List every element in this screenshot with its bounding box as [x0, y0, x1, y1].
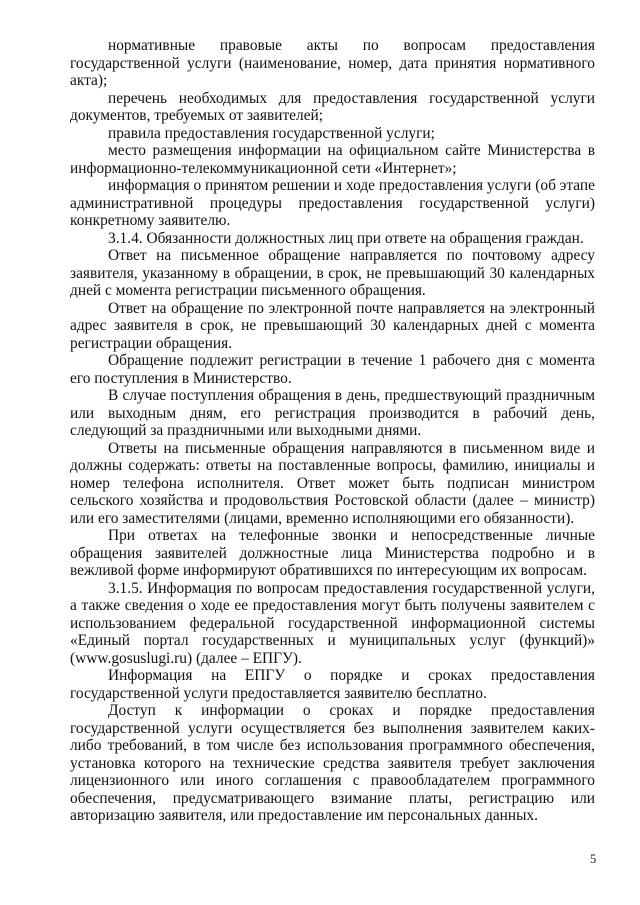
paragraph-reply-contents: Ответы на письменные обращения направляются в письменном виде и должны содержать: ответы на поставленные вопросы, фамилию, инициалы и номер телефона исполнителя. Ответ может быть подписан министром сельского хозяйства и продовольствия Ростовской области (далее – министр) или его заместителями (лицами, временно исполняющими его обязанности). [70, 439, 595, 527]
paragraph-holiday-registration: В случае поступления обращения в день, предшествующий праздничным или выходным дням, его регистрация производится в рабочий день, следующий за праздничными или выходными днями. [70, 387, 595, 439]
paragraph-documents-list: перечень необходимых для предоставления государственной услуги документов, требуемых от заявителей; [70, 89, 595, 124]
paragraph-website-info: место размещения информации на официальном сайте Министерства в информационно-телекоммуникационной сети «Интернет»; [70, 142, 595, 177]
paragraph-phone-calls: При ответах на телефонные звонки и непосредственные личные обращения заявителей должностные лица Министерства подробно и в вежливой форме информируют обратившихся по интересующим их вопросам. [70, 527, 595, 579]
paragraph-decision-info: информация о принятом решении и ходе предоставления услуги (об этапе административной процедуры предоставления государственной услуги) конкретному заявителю. [70, 177, 595, 229]
section-paragraph-3-1-5: 3.1.5. Информация по вопросам предоставления государственной услуги, а также сведения о ходе ее предоставления могут быть получены заявителем с использованием федеральной государственной информационной системы «Единый портал государственных и муниципальных услуг (функций)» (www.gosuslugi.ru) (далее – ЕПГУ). [70, 579, 595, 667]
paragraph-written-reply: Ответ на письменное обращение направляется по почтовому адресу заявителя, указанному в обращении, в срок, не превышающий 30 календарных дней с момента регистрации письменного обращения. [70, 247, 595, 299]
paragraph-email-reply: Ответ на обращение по электронной почте направляется на электронный адрес заявителя в срок, не превышающий 30 календарных дней с момента регистрации обращения. [70, 299, 595, 352]
paragraph-access-requirements: Доступ к информации о сроках и порядке предоставления государственной услуги осуществляется без выполнения заявителем каких-либо требований, в том числе без использования программного обеспечения, установка которого на технические средства заявителя требует заключения лицензионного или иного соглашения с правообладателем программного обеспечения, предусматривающего взимание платы, регистрацию или авторизацию заявителя, или предоставление им персональных данных. [70, 702, 595, 824]
paragraph-epgu-free: Информация на ЕПГУ о порядке и сроках предоставления государственной услуги предоставляется заявителю бесплатно. [70, 667, 595, 702]
section-heading-3-1-4: 3.1.4. Обязанности должностных лиц при ответе на обращения граждан. [108, 229, 584, 247]
document-body [70, 37, 595, 825]
paragraph-registration: Обращение подлежит регистрации в течение 1 рабочего дня с момента его поступления в Министерство. [70, 352, 595, 387]
paragraph-service-rules: правила предоставления государственной услуги; [108, 124, 435, 142]
page-number: 5 [590, 852, 597, 866]
paragraph-normative-acts: нормативные правовые акты по вопросам предоставления государственной услуги (наименование, номер, дата принятия нормативного акта); [70, 37, 595, 89]
